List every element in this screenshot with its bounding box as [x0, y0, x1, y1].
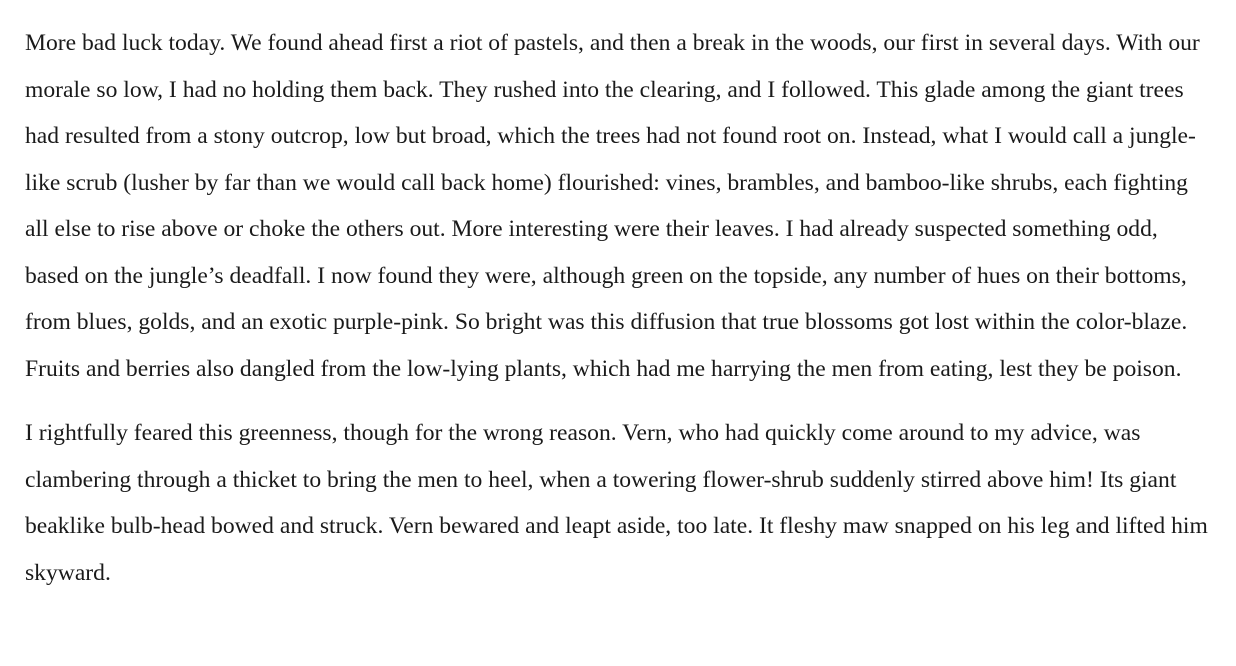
- paragraph-1: More bad luck today. We found ahead first a riot of pastels, and then a break in the woods, our first in several days. With our morale so low, I had no holding them back. They rushed into the clearing, and I followed. This glade among the giant trees had resulted from a stony outcrop, low but broad, which the trees had not found root on. Instead, what I would call a jungle-like scrub (lusher by far than we would call back home) flourished: vines, brambles, and bamboo-like shrubs, each fighting all else to rise above or choke the others out. More interesting were their leaves. I had already suspected something odd, based on the jungle’s deadfall. I now found they were, although green on the topside, any number of hues on their bottoms, from blues, golds, and an exotic purple-pink. So bright was this diffusion that true blossoms got lost within the color-blaze. Fruits and berries also dangled from the low-lying plants, which had me harrying the men from eating, lest they be poison.: [25, 30, 1200, 382]
- paragraph-2: I rightfully feared this greenness, though for the wrong reason. Vern, who had quickly come around to my advice, was clambering through a thicket to bring the men to heel, when a towering flower-shrub suddenly stirred above him! Its giant beaklike bulb-head bowed and struck. Vern bewared and leapt aside, too late. It fleshy maw snapped on his leg and lifted him skyward.: [25, 420, 1208, 586]
